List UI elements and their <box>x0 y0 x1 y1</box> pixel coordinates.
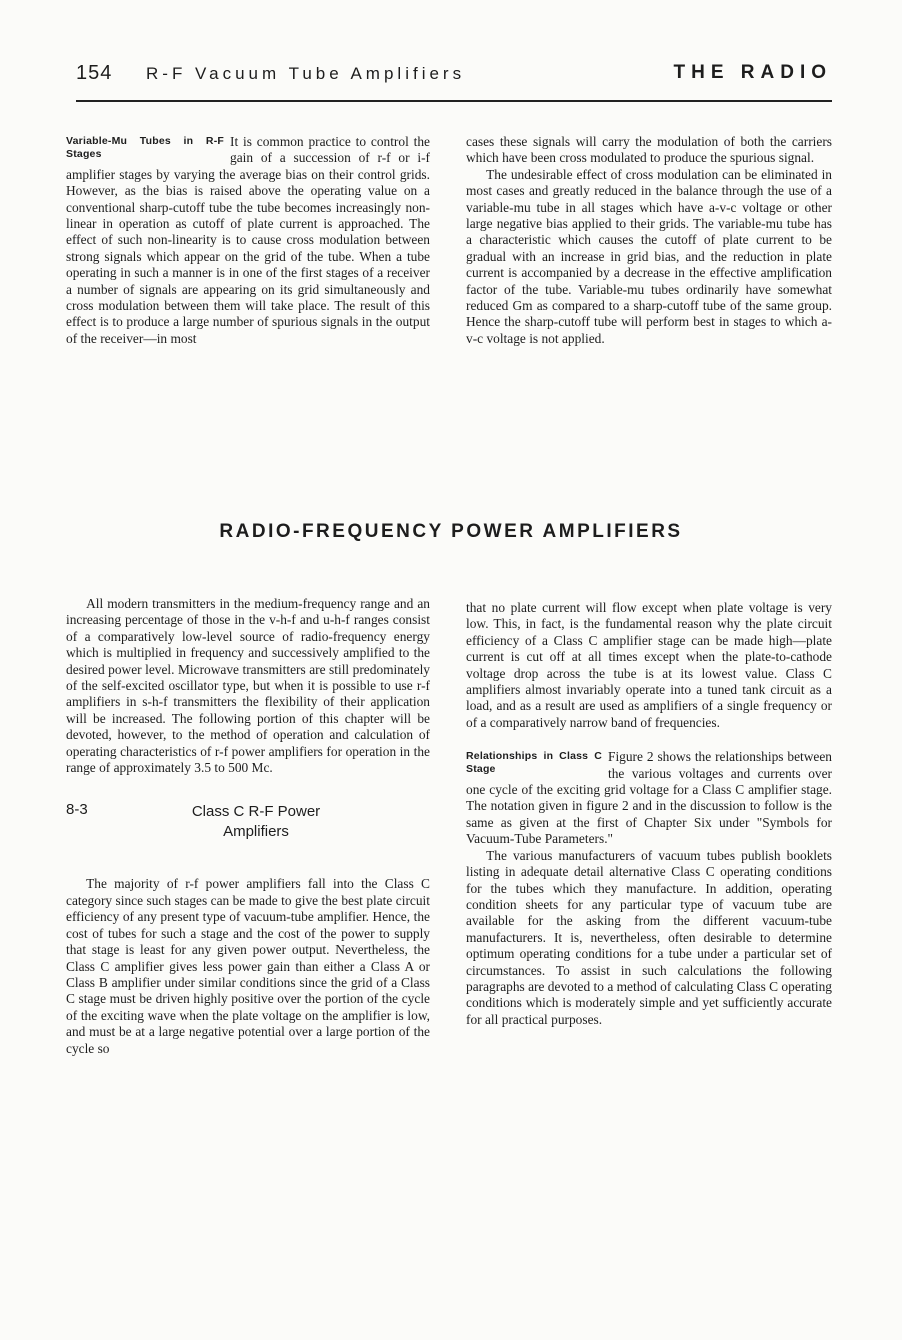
class-c-paragraph: The majority of r-f power amplifiers fall into the Class C category since such stages can be made to give the best plate circuit efficiency of any present type of vacuum-tube amplifier. Hence, the cost of tubes for such a stage and the cost of the power to supply that stage is least for any given power output. Nevertheless, the Class C amplifier gives less power gain than either a Class A or Class B amplifier under similar conditions since the grid of a Class C stage must be driven highly positive over the portion of the cycle of the exciting wave when the plate voltage on the amplifier is low, and must be at a large negative potential over a large portion of the cycle so <box>66 876 430 1056</box>
page-number: 154 <box>76 62 113 84</box>
cross-mod-paragraph: The undesirable effect of cross modulation can be eliminated in most cases and greatly reduced in the balance through the use of a variable-mu tube in all stages which have a-v-c voltage or other large negative bias applied to their grids. The variable-mu tube has a characteristic which causes the cutoff of plate current to be gradual with an increase in grid bias, and the reduction in plate current is accompanied by a decrease in the effective amplification factor of the tube. Variable-mu tubes ordinarily have somewhat reduced Gm as compared to a sharp-cutoff tube of the same group. Hence the sharp-cutoff tube will perform best in stages to which a-v-c voltage is not applied. <box>466 166 832 346</box>
page-header <box>76 60 832 94</box>
header-rule <box>76 100 832 102</box>
bottom-left-column <box>66 596 430 1057</box>
relationships-paragraph: Figure 2 shows the relationships between the various voltages and currents over one cycle of the exciting grid voltage for a Class C amplifier stage. The notation given in figure 2 and in the discussion to follow is the same as given at the first of Chapter Six under "Symbols for Vacuum-Tube Parameters." <box>466 749 832 847</box>
side-head-variable-mu: Variable-Mu Tubes in R-F Stages <box>66 135 224 160</box>
section-main-title: RADIO-FREQUENCY POWER AMPLIFIERS <box>219 521 683 542</box>
running-title: THE RADIO <box>673 62 832 83</box>
intro-paragraph: All modern transmitters in the medium-frequency range and an increasing percentage of those in the v-h-f and u-h-f ranges consist of a comparatively low-level source of radio-frequency energy which is multiplied in frequency and successively amplified to the desired power level. Microwave transmitters are still predominately of the self-excited oscillator type, but when it is possible to use r-f amplifiers in s-h-f transmitters the flexibility of their application will be increased. The following portion of this chapter will be devoted, however, to the method of operation and calculation of operating characteristics of r-f power amplifiers for operation in the range of approximately 3.5 to 500 Mc. <box>66 596 430 776</box>
cross-mod-cont-paragraph: cases these signals will carry the modulation of both the carriers which have been cross modulated to produce the spurious signal. <box>466 134 832 166</box>
chapter-title: R-F Vacuum Tube Amplifiers <box>146 64 466 83</box>
plate-current-paragraph: that no plate current will flow except when plate voltage is very low. This, in fact, is the fundamental reason why the plate circuit efficiency of a Class C amplifier stage can be made high—plate current is cut off at all times except when the plate-to-cathode voltage drop across the tube is at its lowest value. Class C amplifiers almost invariably operate into a tuned tank circuit as a load, and as a result are used as amplifiers of a single frequency or of a comparatively narrow band of frequencies. <box>466 600 832 730</box>
section-heading <box>66 802 430 846</box>
section-number: 8-3 <box>66 801 88 819</box>
side-head-relationships: Relationships in Class C Stage <box>466 750 602 776</box>
bottom-right-column <box>466 600 832 1028</box>
top-right-column <box>466 134 832 347</box>
top-left-column <box>66 134 430 347</box>
section-title: Class C R-F Power Amplifiers <box>191 803 321 841</box>
variable-mu-paragraph: It is common practice to control the gain of a succession of r-f or i-f amplifier stages by varying the average bias on their control grids. However, as the bias is raised above the operating value on a conventional sharp-cutoff tube the tube becomes increasingly non-linear in operation as cutoff of plate current is approached. The effect of such non-linearity is to cause cross modulation between strong signals which appear on the grid of the tube. When a tube operating in such a manner is in one of the first stages of a receiver a number of signals are appearing on its grid simultaneously and cross modulation between them will take place. The result of this effect is to produce a large number of spurious signals in the output of the receiver—in most <box>66 134 430 346</box>
manufacturers-paragraph: The various manufacturers of vacuum tubes publish booklets listing in adequate detail alternative Class C operating conditions for the tubes which they manufacture. In addition, operating condition sheets for any particular type of vacuum tube are available for the asking from the different vacuum-tube manufacturers. It is, nevertheless, often desirable to determine optimum operating conditions for a tube under a particular set of circumstances. To assist in such calculations the following paragraphs are devoted to a method of calculating Class C operating conditions which is moderately simple and yet sufficiently accurate for all practical purposes. <box>466 847 832 1027</box>
